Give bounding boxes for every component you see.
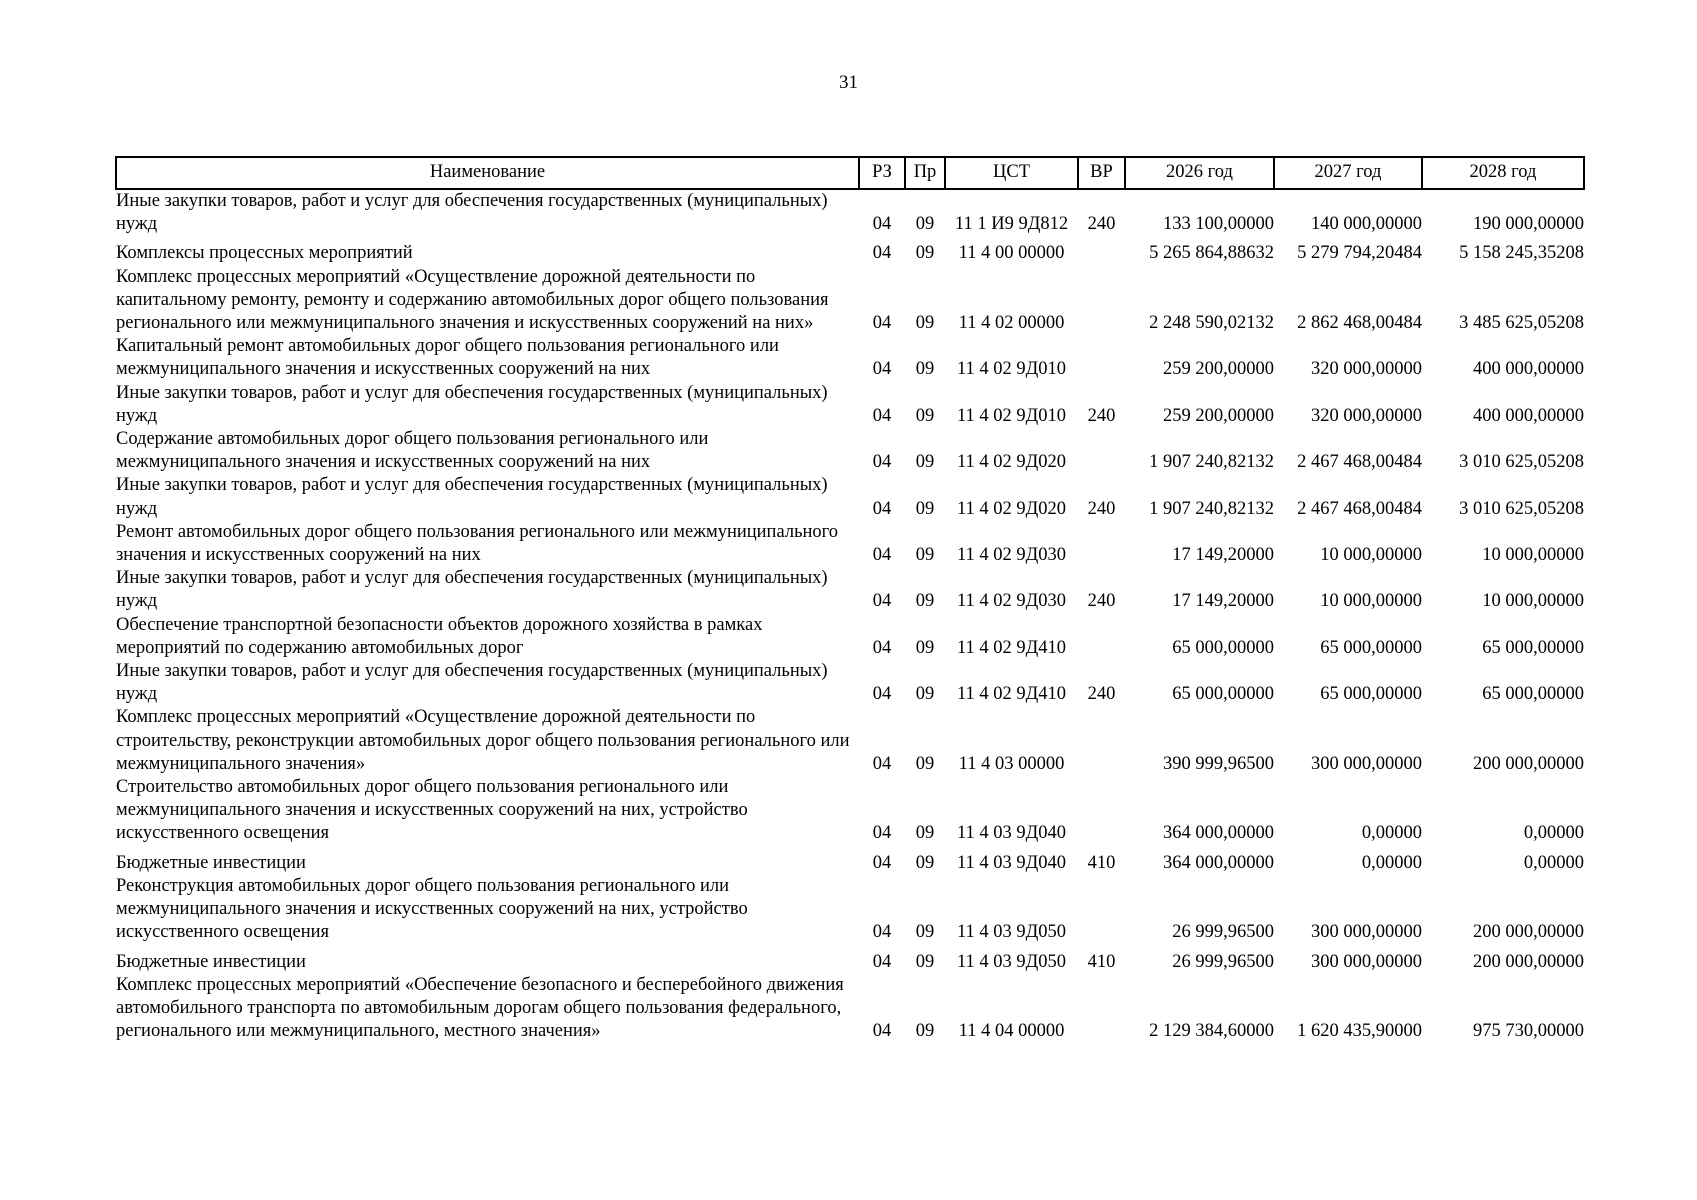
- row-pr-code: 09: [915, 452, 935, 473]
- row-amount-2027: 300 000,00000: [1311, 922, 1422, 943]
- row-name: Комплексы процессных мероприятий: [116, 243, 413, 264]
- row-rz-code: 04: [872, 498, 892, 519]
- row-vr-code: [1078, 335, 1125, 381]
- row-rz-code: 04: [872, 405, 892, 426]
- row-amount-2027: 2 862 468,00484: [1297, 313, 1422, 334]
- table-row: [116, 335, 1584, 381]
- row-pr-code: 09: [915, 753, 935, 774]
- row-vr-code: [1078, 614, 1125, 660]
- row-vr-code: [1078, 236, 1125, 265]
- table-row: [116, 660, 1584, 706]
- row-name: Иные закупки товаров, работ и услуг для обеспечения государственных (муниципальных) нужд: [116, 568, 828, 612]
- row-name: Капитальный ремонт автомобильных дорог общего пользования регионального или межмуниципального значения и искусственных сооружений на них: [116, 336, 779, 380]
- row-pr-code: 09: [915, 823, 935, 844]
- row-amount-2026: 26 999,96500: [1172, 922, 1274, 943]
- row-pr-code: 09: [915, 951, 935, 972]
- row-name: Иные закупки товаров, работ и услуг для обеспечения государственных (муниципальных) нужд: [116, 475, 828, 519]
- row-rz-code: 04: [872, 452, 892, 473]
- row-rz-code: 04: [872, 545, 892, 566]
- header-year-2026: 2026 год: [1125, 157, 1274, 189]
- row-name: Реконструкция автомобильных дорог общего пользования регионального или межмуниципального значения и искусственных сооружений на них, устройство искусственного освещения: [116, 875, 748, 943]
- row-cst-code: 11 4 02 9Д020: [956, 498, 1067, 519]
- row-name: Иные закупки товаров, работ и услуг для обеспечения государственных (муниципальных) нужд: [116, 661, 828, 705]
- row-amount-2028: 10 000,00000: [1482, 591, 1584, 612]
- row-rz-code: 04: [872, 591, 892, 612]
- row-rz-code: 04: [872, 359, 892, 380]
- header-pr: Пр: [905, 157, 945, 189]
- row-amount-2026: 1 907 240,82132: [1149, 452, 1274, 473]
- row-rz-code: 04: [872, 951, 892, 972]
- row-vr-code: 410: [1087, 951, 1116, 972]
- row-amount-2028: 3 010 625,05208: [1459, 452, 1584, 473]
- row-pr-code: 09: [915, 684, 935, 705]
- row-name: Бюджетные инвестиции: [116, 951, 306, 972]
- row-pr-code: 09: [915, 359, 935, 380]
- row-amount-2027: 1 620 435,90000: [1297, 1021, 1422, 1042]
- row-amount-2026: 364 000,00000: [1163, 823, 1274, 844]
- table-row: [116, 382, 1584, 428]
- row-name: Бюджетные инвестиции: [116, 852, 306, 873]
- row-amount-2027: 320 000,00000: [1311, 359, 1422, 380]
- row-pr-code: 09: [915, 922, 935, 943]
- page-number: 31: [839, 72, 858, 93]
- row-name: Комплекс процессных мероприятий «Обеспечение безопасного и бесперебойного движения автомобильного транспорта по автомобильным дорогам общего пользования федерального, регионального или межмуниципального, местного значения»: [116, 974, 844, 1042]
- row-amount-2027: 0,00000: [1361, 852, 1422, 873]
- table-row: [116, 521, 1584, 567]
- row-vr-code: 240: [1087, 498, 1116, 519]
- table-row: [116, 567, 1584, 613]
- row-pr-code: 09: [915, 214, 935, 235]
- table-row: [116, 266, 1584, 336]
- row-vr-code: 240: [1087, 214, 1116, 235]
- row-pr-code: 09: [915, 1021, 935, 1042]
- row-name: Комплекс процессных мероприятий «Осуществление дорожной деятельности по капитальному ремонту, ремонту и содержанию автомобильных дорог общего пользования регионального или межмуниципального значения и искусственных сооружений на них»: [116, 266, 829, 334]
- header-name: Наименование: [116, 157, 859, 189]
- row-pr-code: 09: [915, 405, 935, 426]
- row-amount-2027: 65 000,00000: [1320, 637, 1422, 658]
- row-amount-2028: 65 000,00000: [1482, 637, 1584, 658]
- row-cst-code: 11 4 02 9Д030: [956, 545, 1067, 566]
- table-row: [116, 875, 1584, 945]
- row-rz-code: 04: [872, 753, 892, 774]
- header-rz: РЗ: [859, 157, 905, 189]
- row-amount-2028: 10 000,00000: [1482, 545, 1584, 566]
- row-amount-2026: 1 907 240,82132: [1149, 498, 1274, 519]
- row-name: Иные закупки товаров, работ и услуг для обеспечения государственных (муниципальных) нужд: [116, 382, 828, 426]
- row-amount-2026: 364 000,00000: [1163, 852, 1274, 873]
- row-rz-code: 04: [872, 852, 892, 873]
- row-rz-code: 04: [872, 214, 892, 235]
- table-row: [116, 776, 1584, 846]
- row-amount-2027: 0,00000: [1361, 823, 1422, 844]
- table-body: [116, 189, 1584, 1043]
- row-cst-code: 11 4 02 9Д030: [956, 591, 1067, 612]
- row-pr-code: 09: [915, 637, 935, 658]
- table-header: [116, 157, 1584, 189]
- header-vr: ВР: [1078, 157, 1125, 189]
- row-pr-code: 09: [915, 498, 935, 519]
- row-amount-2026: 17 149,20000: [1172, 591, 1274, 612]
- row-name: Ремонт автомобильных дорог общего пользования регионального или межмуниципального значения и искусственных сооружений на них: [116, 521, 839, 566]
- table-row: [116, 706, 1584, 776]
- row-amount-2026: 2 248 590,02132: [1149, 313, 1274, 334]
- row-amount-2028: 200 000,00000: [1473, 951, 1584, 972]
- row-vr-code: [1078, 706, 1125, 776]
- row-amount-2026: 26 999,96500: [1172, 951, 1274, 972]
- table-row: [116, 189, 1584, 236]
- row-amount-2026: 65 000,00000: [1172, 637, 1274, 658]
- header-year-2028: 2028 год: [1422, 157, 1584, 189]
- row-vr-code: [1078, 875, 1125, 945]
- budget-table: [115, 156, 1585, 1043]
- row-amount-2026: 259 200,00000: [1163, 405, 1274, 426]
- row-amount-2028: 190 000,00000: [1473, 214, 1584, 235]
- row-pr-code: 09: [915, 545, 935, 566]
- row-amount-2026: 65 000,00000: [1172, 684, 1274, 705]
- header-year-2027: 2027 год: [1274, 157, 1422, 189]
- table-row: [116, 236, 1584, 265]
- row-amount-2027: 10 000,00000: [1320, 591, 1422, 612]
- row-amount-2028: 200 000,00000: [1473, 922, 1584, 943]
- row-rz-code: 04: [872, 823, 892, 844]
- row-pr-code: 09: [915, 852, 935, 873]
- table-row: [116, 614, 1584, 660]
- table-row: [116, 945, 1584, 974]
- row-cst-code: 11 4 02 9Д020: [956, 452, 1067, 473]
- row-amount-2028: 3 485 625,05208: [1459, 313, 1584, 334]
- row-pr-code: 09: [915, 243, 935, 264]
- row-amount-2026: 17 149,20000: [1172, 545, 1274, 566]
- row-rz-code: 04: [872, 637, 892, 658]
- row-cst-code: 11 4 02 9Д410: [956, 684, 1067, 705]
- row-amount-2026: 259 200,00000: [1163, 359, 1274, 380]
- row-rz-code: 04: [872, 684, 892, 705]
- row-amount-2027: 320 000,00000: [1311, 405, 1422, 426]
- row-vr-code: [1078, 521, 1125, 567]
- row-amount-2028: 0,00000: [1523, 852, 1584, 873]
- row-cst-code: 11 4 04 00000: [958, 1021, 1065, 1042]
- row-amount-2028: 400 000,00000: [1473, 405, 1584, 426]
- row-amount-2026: 390 999,96500: [1163, 753, 1274, 774]
- row-rz-code: 04: [872, 313, 892, 334]
- row-cst-code: 11 4 03 9Д040: [956, 852, 1067, 873]
- row-amount-2028: 3 010 625,05208: [1459, 498, 1584, 519]
- row-cst-code: 11 4 03 9Д050: [956, 951, 1067, 972]
- row-amount-2027: 140 000,00000: [1311, 214, 1422, 235]
- row-amount-2027: 10 000,00000: [1320, 545, 1422, 566]
- row-rz-code: 04: [872, 1021, 892, 1042]
- table-row: [116, 846, 1584, 875]
- row-amount-2027: 2 467 468,00484: [1297, 498, 1422, 519]
- row-cst-code: 11 4 03 00000: [958, 753, 1065, 774]
- row-cst-code: 11 4 02 9Д410: [956, 637, 1067, 658]
- row-rz-code: 04: [872, 243, 892, 264]
- row-vr-code: 410: [1087, 852, 1116, 873]
- row-amount-2027: 5 279 794,20484: [1297, 243, 1422, 264]
- row-amount-2027: 2 467 468,00484: [1297, 452, 1422, 473]
- row-vr-code: 240: [1087, 405, 1116, 426]
- table-row: [116, 474, 1584, 520]
- row-name: Строительство автомобильных дорог общего пользования регионального или межмуниципального значения и искусственных сооружений на них, устройство искусственного освещения: [116, 777, 748, 844]
- row-name: Комплекс процессных мероприятий «Осуществление дорожной деятельности по строительству, реконструкции автомобильных дорог общего пользования регионального или межмуниципального значения»: [116, 707, 850, 774]
- row-amount-2028: 65 000,00000: [1482, 684, 1584, 705]
- header-cst: ЦСТ: [945, 157, 1078, 189]
- table-row: [116, 428, 1584, 474]
- row-amount-2027: 300 000,00000: [1311, 951, 1422, 972]
- row-vr-code: 240: [1087, 591, 1116, 612]
- row-cst-code: 11 1 И9 9Д812: [954, 214, 1069, 235]
- row-vr-code: 240: [1087, 684, 1116, 705]
- row-vr-code: [1078, 266, 1125, 336]
- row-cst-code: 11 4 03 9Д040: [956, 823, 1067, 844]
- row-name: Иные закупки товаров, работ и услуг для обеспечения государственных (муниципальных) нужд: [116, 191, 828, 235]
- table-row: [116, 974, 1584, 1044]
- row-amount-2028: 0,00000: [1523, 823, 1584, 844]
- row-amount-2028: 200 000,00000: [1473, 753, 1584, 774]
- row-amount-2027: 65 000,00000: [1320, 684, 1422, 705]
- row-name: Обеспечение транспортной безопасности объектов дорожного хозяйства в рамках мероприятий по содержанию автомобильных дорог: [116, 614, 763, 658]
- row-amount-2026: 5 265 864,88632: [1149, 243, 1274, 264]
- row-cst-code: 11 4 00 00000: [958, 243, 1065, 264]
- row-cst-code: 11 4 03 9Д050: [956, 922, 1067, 943]
- row-name: Содержание автомобильных дорог общего пользования регионального или межмуниципального значения и искусственных сооружений на них: [116, 429, 709, 473]
- row-cst-code: 11 4 02 00000: [958, 313, 1065, 334]
- row-amount-2028: 975 730,00000: [1473, 1021, 1584, 1042]
- row-rz-code: 04: [872, 922, 892, 943]
- row-cst-code: 11 4 02 9Д010: [956, 405, 1067, 426]
- row-amount-2028: 400 000,00000: [1473, 359, 1584, 380]
- row-vr-code: [1078, 428, 1125, 474]
- row-amount-2026: 133 100,00000: [1163, 214, 1274, 235]
- row-pr-code: 09: [915, 591, 935, 612]
- row-amount-2027: 300 000,00000: [1311, 753, 1422, 774]
- row-cst-code: 11 4 02 9Д010: [956, 359, 1067, 380]
- row-amount-2028: 5 158 245,35208: [1459, 243, 1584, 264]
- header-row: [116, 157, 1584, 189]
- row-pr-code: 09: [915, 313, 935, 334]
- row-vr-code: [1078, 974, 1125, 1044]
- row-vr-code: [1078, 776, 1125, 846]
- row-amount-2026: 2 129 384,60000: [1149, 1021, 1274, 1042]
